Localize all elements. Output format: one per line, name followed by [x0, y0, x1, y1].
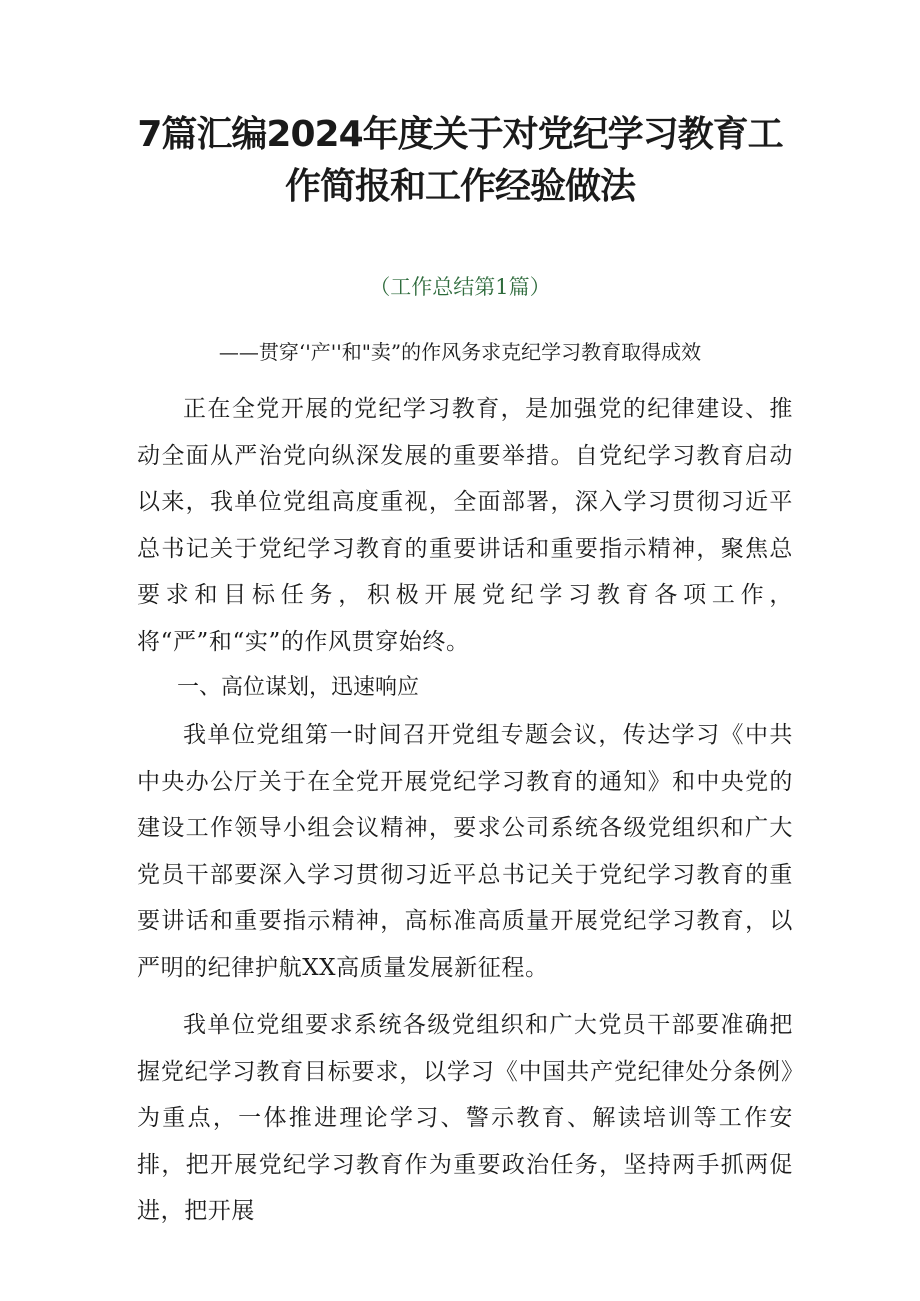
document-title-line-1: 7篇汇编2024年度关于对党纪学习教育工: [137, 114, 783, 155]
article-subtitle: ——贯穿‘'产''和"卖”的作风务求克纪学习教育取得成效: [218, 340, 702, 364]
body-paragraph-3: 我单位党组要求系统各级党组织和广大党员干部要准确把握党纪学习教育目标要求，以学习《中国共产党纪律处分条例》为重点，一体推进理论学习、警示教育、解读培训等工作安排，把开展党纪学习教育作为重要政治任务，坚持两手抓两促进，把开展: [137, 1012, 793, 1224]
section-heading-1: 一、高位谋划，迅速响应: [177, 675, 420, 700]
section-label: （工作总结第1篇）: [369, 275, 551, 299]
body-paragraph-2: 我单位党组第一时间召开党组专题会议，传达学习《中共中央办公厅关于在全党开展党纪学习教育的通知》和中央党的建设工作领导小组会议精神，要求公司系统各级党组织和广大党员干部要深入学习贯彻习近平总书记关于党纪学习教育的重要讲话和重要指示精神，高标准高质量开展党纪学习教育，以严明的纪律护航XX高质量发展新征程。: [137, 722, 793, 981]
document-title-line-2: 作简报和工作经验做法: [284, 166, 635, 207]
body-paragraph-1: 正在全党开展的党纪学习教育，是加强党的纪律建设、推动全面从严治党向纵深发展的重要举措。自党纪学习教育启动以来，我单位党组高度重视，全面部署，深入学习贯彻习近平总书记关于党纪学习教育的重要讲话和重要指示精神，聚焦总要求和目标任务，积极开展党纪学习教育各项工作，将“严”和“实”的作风贯穿始终。: [137, 396, 793, 655]
